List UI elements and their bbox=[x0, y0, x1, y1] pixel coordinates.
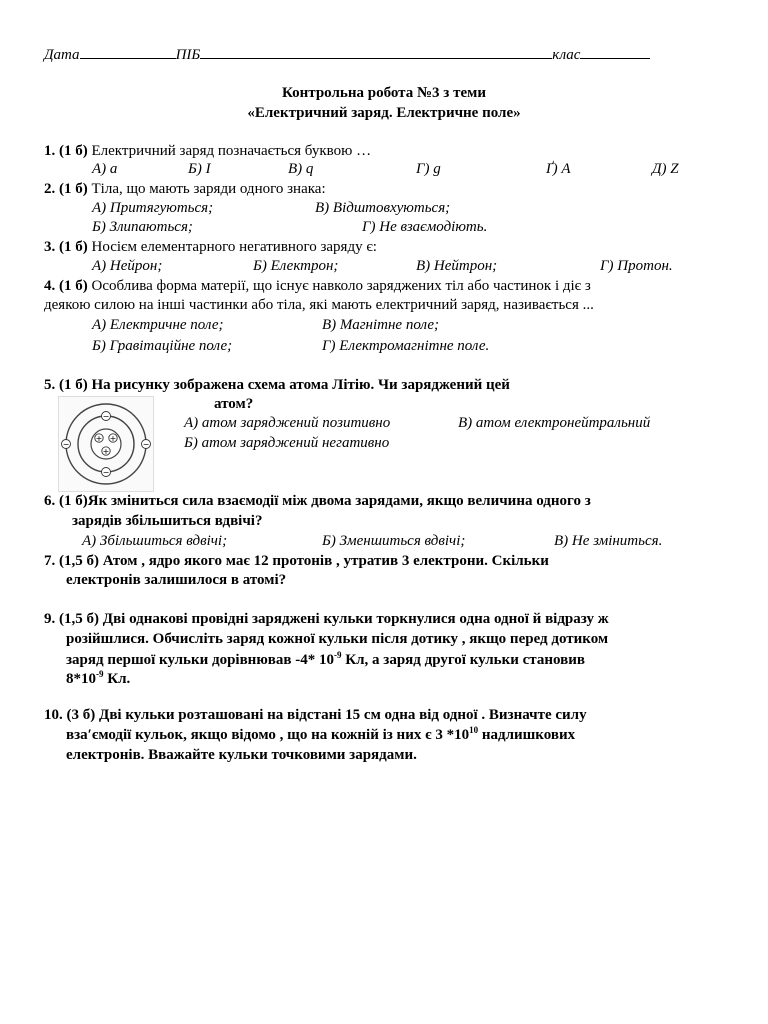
question-6-text-1: Як зміниться сила взаємодії між двома зарядами, якщо величина одного з bbox=[87, 493, 591, 509]
q10-exponent: 10 bbox=[469, 725, 479, 735]
electron bbox=[142, 440, 151, 450]
q2-option-a: А) Притягуються; bbox=[92, 200, 214, 216]
question-2 bbox=[44, 180, 326, 199]
question-1-text: Електричний заряд позначається буквою … bbox=[87, 143, 372, 159]
electron bbox=[102, 412, 111, 422]
question-9-text-3 bbox=[66, 651, 585, 670]
q1-option-gg: Ґ) A bbox=[546, 161, 571, 177]
q3-option-a: А) Нейрон; bbox=[92, 258, 163, 274]
proton-sign: + bbox=[95, 434, 103, 443]
q3-option-b: Б) Електрон; bbox=[253, 258, 339, 274]
q4-option-g: Г) Електромагнітне поле. bbox=[322, 338, 490, 354]
electron bbox=[62, 440, 71, 450]
question-1-number: 1. (1 б) bbox=[44, 143, 88, 159]
electron bbox=[102, 468, 111, 478]
q9-charge-1-text: заряд першої кульки дорівнював -4* 10 bbox=[66, 652, 334, 668]
date-blank[interactable] bbox=[80, 44, 176, 59]
q9-charge-2-text: Кл, а заряд другої кульки становив bbox=[341, 652, 585, 668]
q3-option-v: В) Нейтрон; bbox=[416, 258, 498, 274]
q3-option-g: Г) Протон. bbox=[600, 258, 673, 274]
question-10-text-3: електронів. Вважайте кульки точковими зарядами. bbox=[66, 747, 417, 763]
question-7-number: 7. (1,5 б) bbox=[44, 553, 99, 569]
question-9-text-2: розійшлися. Обчисліть заряд кожної кульки після дотику , якщо перед дотиком bbox=[66, 631, 609, 647]
proton-sign: + bbox=[102, 447, 110, 456]
question-6 bbox=[44, 492, 591, 511]
question-3 bbox=[44, 238, 377, 257]
question-5 bbox=[44, 376, 510, 395]
question-5-text-1: На рисунку зображена схема атома Літію. Чи заряджений цей bbox=[87, 377, 510, 393]
q5-option-a: А) атом заряджений позитивно bbox=[184, 415, 391, 431]
header-line bbox=[44, 44, 650, 65]
date-label: Дата bbox=[44, 47, 80, 63]
q10-text-part-b: ємодії кульок, якщо відомо , що на кожній із них є 3 *10 bbox=[91, 727, 470, 743]
electron-sign: − bbox=[142, 440, 150, 449]
proton bbox=[95, 434, 103, 443]
title-line-2: «Електричний заряд. Електричне поле» bbox=[247, 105, 521, 121]
question-5-text-2: атом? bbox=[214, 396, 254, 412]
electron-sign: − bbox=[62, 440, 70, 449]
q10-text-part-a: вза bbox=[66, 727, 88, 743]
question-2-text: Тіла, що мають заряди одного знака: bbox=[87, 181, 326, 197]
question-6-text-2: зарядів збільшиться вдвічі? bbox=[72, 513, 263, 529]
q1-option-d: Д) Z bbox=[652, 161, 679, 177]
class-blank[interactable] bbox=[580, 44, 650, 59]
q9-charge-2-exponent: -9 bbox=[96, 669, 104, 679]
question-9-text-1: Дві однакові провідні заряджені кульки торкнулися одна одної й відразу ж bbox=[99, 611, 609, 627]
name-blank[interactable] bbox=[200, 44, 552, 59]
proton bbox=[109, 434, 117, 443]
question-1 bbox=[44, 142, 371, 161]
lithium-atom-diagram bbox=[58, 396, 154, 492]
q10-apostrophe: ʹ bbox=[87, 727, 92, 743]
question-10-text-1: Дві кульки розташовані на відстані 15 см одна від одної . Визначте силу bbox=[95, 707, 587, 723]
question-3-text: Носієм елементарного негативного заряду є: bbox=[87, 239, 377, 255]
q2-option-v: В) Відштовхуються; bbox=[315, 200, 451, 216]
question-7 bbox=[44, 552, 549, 571]
q1-option-b: Б) I bbox=[188, 161, 211, 177]
question-7-text-2: електронів залишилося в атомі? bbox=[66, 572, 287, 588]
question-7-text-1: Атом , ядро якого має 12 протонів , утратив 3 електрони. Скільки bbox=[99, 553, 549, 569]
question-10 bbox=[44, 706, 587, 725]
q1-option-g: Г) g bbox=[416, 161, 441, 177]
question-4-number: 4. (1 б) bbox=[44, 278, 88, 294]
question-10-text-2 bbox=[66, 726, 575, 745]
q9-charge-2-value: 8*10 bbox=[66, 671, 96, 687]
q2-option-b: Б) Злипаються; bbox=[92, 219, 193, 235]
name-label: ПІБ bbox=[175, 47, 201, 63]
class-label: клас bbox=[552, 47, 581, 63]
question-9 bbox=[44, 610, 609, 629]
question-3-number: 3. (1 б) bbox=[44, 239, 88, 255]
question-9-number: 9. (1,5 б) bbox=[44, 611, 99, 627]
q5-option-v: В) атом електронейтральний bbox=[458, 415, 651, 431]
title-line-1: Контрольна робота №3 з теми bbox=[282, 85, 486, 101]
q6-option-b: Б) Зменшиться вдвічі; bbox=[322, 533, 466, 549]
q6-option-v: В) Не зміниться. bbox=[554, 533, 663, 549]
question-5-number: 5. (1 б) bbox=[44, 377, 88, 393]
question-2-number: 2. (1 б) bbox=[44, 181, 88, 197]
q10-text-part-c: надлишкових bbox=[478, 727, 576, 743]
q9-charge-2-unit: Кл. bbox=[103, 671, 131, 687]
electron-sign: − bbox=[102, 468, 110, 477]
question-4 bbox=[44, 277, 591, 296]
question-4-text-1: Особлива форма матерії, що існує навколо заряджених тіл або частинок і діє з bbox=[87, 278, 591, 294]
question-4-text-2: деякою силою на інші частинки або тіла, які мають електричний заряд, називається ... bbox=[44, 297, 594, 313]
q4-option-v: В) Магнітне поле; bbox=[322, 317, 440, 333]
q6-option-a: А) Збільшиться вдвічі; bbox=[82, 533, 228, 549]
electron-sign: − bbox=[102, 412, 110, 421]
question-6-number: 6. (1 б) bbox=[44, 493, 88, 509]
question-9-text-4 bbox=[66, 670, 130, 689]
q4-option-b: Б) Гравітаційне поле; bbox=[92, 338, 233, 354]
q4-option-a: А) Електричне поле; bbox=[92, 317, 224, 333]
question-10-number: 10. (3 б) bbox=[44, 707, 96, 723]
q5-option-b: Б) атом заряджений негативно bbox=[184, 435, 390, 451]
proton-sign: + bbox=[109, 434, 117, 443]
q1-option-a: А) a bbox=[92, 161, 118, 177]
q2-option-g: Г) Не взаємодіють. bbox=[362, 219, 488, 235]
q9-charge-1-exponent: -9 bbox=[334, 650, 342, 660]
q1-option-v: В) q bbox=[288, 161, 314, 177]
proton bbox=[102, 447, 110, 456]
